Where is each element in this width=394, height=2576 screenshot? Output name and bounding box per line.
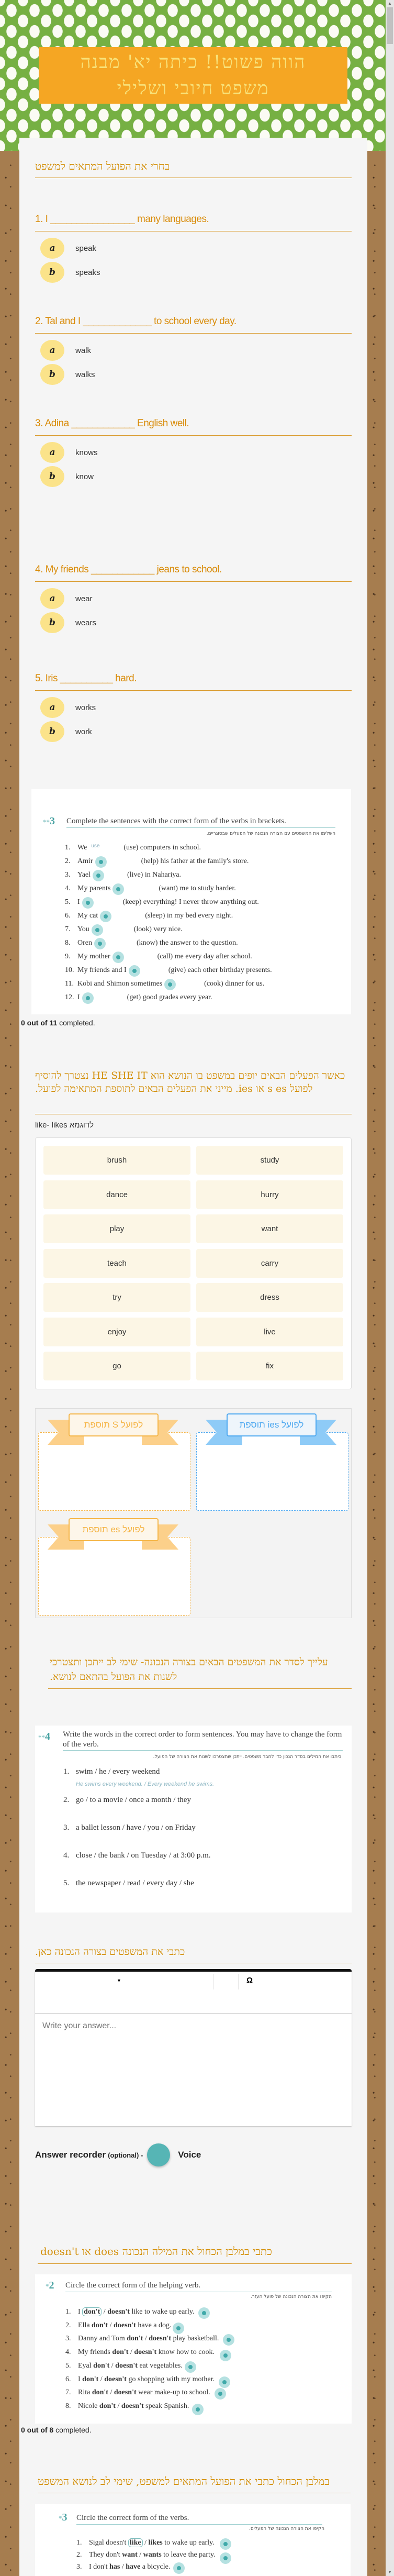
exercise-item bbox=[65, 844, 201, 852]
item-rest: wear make-up to school. bbox=[138, 2389, 210, 2397]
exercise-hebrew-instruction: הקיפו את הצורה הנכונה של הפעלים. bbox=[249, 2526, 324, 2531]
toolbar-separator bbox=[238, 1974, 239, 1989]
exercise-title: Circle the correct form of the verbs. bbox=[76, 2512, 322, 2525]
item-subject: Eyal bbox=[78, 2361, 92, 2370]
exercise-item: 5. Eyal don't / doesn't eat vegetables. bbox=[65, 2362, 200, 2370]
title-line-1: הווה פשוט!! כיתה יא' מבנה bbox=[80, 52, 306, 73]
item-subject: I bbox=[78, 2308, 81, 2316]
exercise-number: **3 bbox=[43, 815, 55, 827]
item-subject: My friends and I bbox=[77, 966, 127, 974]
word-tile[interactable]: carry bbox=[196, 1249, 343, 1278]
option-2[interactable]: doesn't bbox=[114, 2321, 136, 2329]
item-text: the newspaper / read / every day / she bbox=[76, 1879, 194, 1887]
item-subject: Sigal doesn't bbox=[89, 2539, 127, 2547]
option-1[interactable]: don't bbox=[82, 2375, 99, 2383]
word-tile[interactable]: try bbox=[43, 1283, 190, 1312]
option-label: walk bbox=[75, 346, 92, 355]
item-subject: I bbox=[77, 993, 80, 1001]
editor-toolbar bbox=[35, 1972, 352, 1992]
item-subject: Ella bbox=[78, 2321, 90, 2329]
exercise-item bbox=[63, 1767, 160, 1776]
answer-blank[interactable] bbox=[92, 939, 137, 947]
ribbon-banner bbox=[206, 1413, 336, 1445]
item-number: 2. bbox=[65, 2321, 71, 2329]
item-rest: (call) me every day after school. bbox=[157, 953, 252, 960]
item-subject: My cat bbox=[77, 912, 98, 920]
drop-zone-label: לפועל S תוספת bbox=[69, 1413, 159, 1436]
answer-blank[interactable] bbox=[220, 2539, 235, 2547]
exercise-item: 6. I don't / doesn't go shopping with my mother. bbox=[65, 2375, 234, 2384]
word-tile[interactable]: enjoy bbox=[43, 1318, 190, 1346]
exercise-number: *2 bbox=[46, 2280, 54, 2291]
item-rest: go shopping with my mother. bbox=[128, 2375, 215, 2383]
recorder-label: Answer recorder bbox=[35, 2150, 106, 2160]
answer-marker-icon[interactable] bbox=[192, 2404, 204, 2415]
divider bbox=[35, 581, 352, 582]
item-number: 8. bbox=[65, 2402, 71, 2410]
answer-option-b[interactable] bbox=[40, 721, 92, 742]
answer-marker-icon[interactable] bbox=[100, 911, 111, 922]
option-2[interactable]: doesn't bbox=[121, 2402, 144, 2410]
exercise-item bbox=[65, 898, 259, 906]
item-rest: (give) each other birthday presents. bbox=[168, 966, 272, 974]
toolbar-divider bbox=[35, 2013, 352, 2014]
exercise-item bbox=[65, 885, 236, 893]
item-number: 7. bbox=[65, 925, 71, 933]
divider bbox=[48, 1688, 352, 1689]
question-text: 5. Iris __________ hard. bbox=[35, 673, 137, 684]
ex3b-heading: במלבן הכחול כתבי את הפועל המתאים למשפט, שימי לב לנושא המשפט bbox=[38, 2475, 330, 2487]
divider bbox=[35, 333, 352, 334]
item-number: 1. bbox=[65, 844, 71, 852]
item-text: swim / he / every weekend bbox=[76, 1767, 160, 1776]
answer-option-a[interactable] bbox=[40, 238, 96, 259]
answer-blank[interactable] bbox=[162, 980, 204, 988]
exercise-item: 7. Rita don't / doesn't wear make-up to school. bbox=[65, 2389, 230, 2397]
option-2[interactable]: likes bbox=[148, 2539, 163, 2547]
answer-input[interactable] bbox=[35, 2014, 352, 2126]
answer-option-a[interactable] bbox=[40, 588, 93, 609]
option-2[interactable]: doesn't bbox=[149, 2335, 172, 2343]
typed-answer: use bbox=[91, 843, 100, 849]
exercise-title: Complete the sentences with the correct form of the verbs in brackets. bbox=[66, 815, 335, 828]
item-number: 12. bbox=[65, 993, 74, 1001]
answer-blank[interactable] bbox=[110, 885, 159, 892]
scroll-down-icon[interactable]: ▼ bbox=[388, 2570, 392, 2574]
answer-marker-icon[interactable] bbox=[219, 2376, 230, 2388]
worksheet-exercise-3b bbox=[35, 2504, 351, 2576]
completion-status: 0 out of 8 completed. bbox=[21, 2426, 92, 2434]
answer-option-a[interactable] bbox=[40, 697, 96, 718]
exercise-hebrew-instruction: הקיפו את הצורה הנכונה של פועל העזר. bbox=[250, 2294, 332, 2299]
exercise-item bbox=[63, 1879, 194, 1888]
worksheet-exercise-4 bbox=[35, 1726, 352, 1912]
title-line-2: משפט חיובי ושלילי bbox=[117, 78, 269, 99]
exercise-item bbox=[65, 857, 249, 866]
option-1[interactable]: don't bbox=[112, 2348, 129, 2357]
word-tile[interactable]: hurry bbox=[196, 1180, 343, 1209]
answer-blank[interactable] bbox=[91, 871, 127, 879]
exercise-hebrew-instruction: השלימו את המשפטים עם הצורה הנכונה של הפעלים שבסוגריים. bbox=[206, 831, 335, 836]
answer-option-b[interactable] bbox=[40, 612, 96, 633]
answer-option-a[interactable] bbox=[40, 340, 91, 361]
answer-blank[interactable] bbox=[127, 967, 168, 974]
answer-blank[interactable] bbox=[173, 2321, 188, 2329]
answer-marker-icon[interactable] bbox=[215, 2388, 226, 2400]
sorting-example: like- likes לדוגמא bbox=[35, 1121, 94, 1130]
answer-marker-icon[interactable] bbox=[82, 992, 94, 1004]
scroll-up-icon[interactable]: ▲ bbox=[388, 1, 392, 6]
item-number: 2. bbox=[65, 857, 71, 865]
option-label: walks bbox=[75, 370, 95, 379]
option-1[interactable]: don't bbox=[92, 2389, 108, 2397]
item-subject: I bbox=[77, 898, 80, 906]
option-label: speak bbox=[75, 244, 97, 253]
item-subject: Oren bbox=[77, 939, 92, 947]
exercise-item bbox=[65, 925, 183, 934]
option-label: wears bbox=[75, 618, 97, 627]
exercise-item bbox=[63, 1823, 196, 1832]
option-1[interactable]: like bbox=[128, 2538, 143, 2547]
option-1[interactable]: want bbox=[122, 2551, 138, 2559]
item-number: 2. bbox=[63, 1796, 70, 1804]
item-number: 4. bbox=[65, 885, 71, 892]
word-tile[interactable]: teach bbox=[43, 1249, 190, 1278]
answer-blank[interactable] bbox=[219, 2375, 234, 2383]
item-subject: Rita bbox=[78, 2389, 91, 2397]
item-number: 2. bbox=[76, 2551, 82, 2559]
answer-blank[interactable] bbox=[198, 2308, 214, 2316]
option-badge: a bbox=[40, 442, 64, 463]
answer-blank[interactable] bbox=[192, 2403, 208, 2410]
option-label: work bbox=[75, 727, 92, 736]
exercise-item: 2. Ella don't / doesn't have a dog. bbox=[65, 2321, 188, 2330]
exercise-number: *3 bbox=[59, 2512, 67, 2523]
item-rest: (cook) dinner for us. bbox=[204, 980, 265, 988]
option-badge: b bbox=[40, 364, 64, 385]
item-rest: (get) good grades every year. bbox=[127, 993, 212, 1001]
answer-blank[interactable] bbox=[80, 994, 127, 1001]
answer-blank[interactable] bbox=[93, 858, 141, 865]
recorder-optional: (optional) - bbox=[108, 2151, 143, 2159]
option-badge: b bbox=[40, 262, 64, 283]
item-subject: You bbox=[77, 925, 89, 933]
answer-marker-icon[interactable] bbox=[173, 2562, 185, 2574]
option-badge: a bbox=[40, 238, 64, 259]
item-text: a ballet lesson / have / you / on Friday bbox=[76, 1823, 196, 1832]
option-label: speaks bbox=[75, 268, 100, 277]
answer-blank[interactable] bbox=[98, 912, 145, 920]
item-number: 3. bbox=[63, 1823, 70, 1832]
item-subject: Danny and Tom bbox=[78, 2335, 125, 2343]
item-number: 4. bbox=[63, 1851, 70, 1860]
exercise-item: 4. My friends don't / doesn't know how to cook. bbox=[65, 2348, 235, 2357]
word-tile[interactable]: brush bbox=[43, 1146, 190, 1175]
option-2[interactable]: doesn't bbox=[115, 2361, 138, 2370]
option-badge: a bbox=[40, 588, 64, 609]
exercise-item: 3. Danny and Tom don't / doesn't play basketball. bbox=[65, 2335, 239, 2343]
exercise-item: 1. I don't / doesn't like to wake up early. bbox=[65, 2308, 214, 2316]
exercise-item bbox=[65, 939, 238, 947]
special-character-button[interactable]: Ω bbox=[246, 1976, 253, 1985]
item-number: 5. bbox=[63, 1879, 70, 1887]
option-2[interactable]: doesn't bbox=[134, 2348, 157, 2357]
item-number: 1. bbox=[76, 2539, 82, 2547]
exercise-item bbox=[65, 871, 181, 879]
item-rest: to leave the party. bbox=[163, 2551, 216, 2559]
answer-blank[interactable] bbox=[87, 844, 123, 852]
item-subject: I don't bbox=[89, 2563, 108, 2571]
item-subject: Amir bbox=[77, 857, 93, 865]
option-1[interactable]: has bbox=[109, 2563, 120, 2571]
answer-blank[interactable] bbox=[185, 2362, 200, 2370]
option-1[interactable]: don't bbox=[82, 2307, 102, 2316]
answer-editor bbox=[35, 1969, 352, 2126]
format-dropdown[interactable] bbox=[35, 1972, 213, 1992]
answer-marker-icon[interactable] bbox=[185, 2361, 196, 2373]
word-tile[interactable]: fix bbox=[196, 1352, 343, 1380]
word-tile[interactable]: play bbox=[43, 1214, 190, 1243]
item-number: 8. bbox=[65, 939, 71, 947]
answer-marker-icon[interactable] bbox=[173, 2323, 184, 2334]
item-rest: a bicycle. bbox=[142, 2563, 171, 2571]
item-rest: know how to cook. bbox=[158, 2348, 215, 2357]
exercise-number: **4 bbox=[38, 1731, 50, 1742]
divider bbox=[35, 435, 352, 436]
answer-marker-icon[interactable] bbox=[95, 856, 107, 868]
item-rest: have a dog. bbox=[138, 2321, 172, 2329]
option-label: works bbox=[75, 703, 96, 712]
option-label: wear bbox=[75, 594, 93, 603]
option-badge: a bbox=[40, 697, 64, 718]
exercise-item bbox=[65, 953, 252, 961]
item-number: 11. bbox=[65, 980, 74, 988]
exercise-item: 2. They don't want / wants to leave the party. bbox=[76, 2551, 235, 2559]
item-rest: (want) me to study harder. bbox=[159, 885, 236, 892]
divider bbox=[35, 690, 352, 691]
option-badge: b bbox=[40, 466, 64, 487]
item-number: 6. bbox=[65, 912, 71, 920]
answer-marker-icon[interactable] bbox=[94, 938, 106, 949]
answer-marker-icon[interactable] bbox=[164, 979, 176, 990]
answer-blank[interactable] bbox=[220, 2349, 235, 2356]
example-answer: He swims every weekend. / Every weekend he swims. bbox=[76, 1781, 215, 1787]
question-text: 4. My friends ____________ jeans to school. bbox=[35, 564, 222, 575]
divider bbox=[38, 2263, 352, 2264]
answer-option-b[interactable] bbox=[40, 466, 94, 487]
item-subject: They don't bbox=[89, 2551, 120, 2559]
answer-option-b[interactable] bbox=[40, 262, 100, 283]
answer-marker-icon[interactable] bbox=[112, 952, 124, 963]
completion-status: 0 out of 11 completed. bbox=[21, 1019, 95, 1027]
item-subject: My friends bbox=[78, 2348, 110, 2357]
answer-blank[interactable] bbox=[220, 2551, 235, 2559]
item-number: 5. bbox=[65, 898, 71, 906]
answer-blank[interactable] bbox=[215, 2389, 230, 2396]
option-2[interactable]: doesn't bbox=[104, 2375, 127, 2383]
quiz-heading: בחרי את הפועל המתאים למשפט bbox=[35, 160, 170, 172]
item-rest: like to wake up early. bbox=[131, 2308, 195, 2316]
record-voice-button[interactable] bbox=[147, 2143, 170, 2166]
option-label: know bbox=[75, 472, 94, 481]
item-subject: Nicole bbox=[78, 2402, 98, 2410]
word-tile[interactable]: go bbox=[43, 1352, 190, 1380]
item-text: close / the bank / on Tuesday / at 3:00 p.m. bbox=[76, 1851, 211, 1860]
question-text: 2. Tal and I _____________ to school every day. bbox=[35, 316, 237, 327]
item-number: 4. bbox=[65, 2348, 71, 2357]
item-subject: Yael bbox=[77, 871, 91, 879]
scrollbar-thumb[interactable] bbox=[387, 7, 393, 44]
exercise-item bbox=[65, 980, 264, 988]
exercise-item: 1. Sigal doesn't like / likes to wake up early. bbox=[76, 2539, 235, 2547]
item-text: go / to a movie / once a month / they bbox=[76, 1796, 191, 1804]
question-text: 3. Adina ____________ English well. bbox=[35, 418, 189, 429]
ex4-heading: עלייך לסדר את המשפטים הבאים בצורה הנכונה- שימי לב ייתכן ותצטרכי לשנות את הפועל בהתאם לנושא. bbox=[50, 1656, 328, 1683]
worksheet-exercise-2 bbox=[35, 2274, 352, 2424]
item-subject: Kobi and Shimon sometimes bbox=[77, 980, 163, 988]
item-rest: speak Spanish. bbox=[145, 2402, 189, 2410]
toolbar-separator bbox=[213, 1974, 214, 1989]
exercise-title: Circle the correct form of the helping verb. bbox=[65, 2280, 332, 2292]
voice-label: Voice bbox=[178, 2150, 201, 2160]
option-1[interactable]: don't bbox=[99, 2402, 116, 2410]
word-tile[interactable]: want bbox=[196, 1214, 343, 1243]
option-1[interactable]: don't bbox=[92, 2321, 108, 2329]
option-2[interactable]: doesn't bbox=[107, 2308, 130, 2316]
item-number: 6. bbox=[65, 2375, 71, 2383]
item-subject: My parents bbox=[77, 885, 111, 892]
item-number: 3. bbox=[65, 2335, 71, 2343]
item-rest: to wake up early. bbox=[164, 2539, 215, 2547]
exercise-item bbox=[65, 993, 212, 1002]
caret-down-icon: ▼ bbox=[117, 1978, 121, 1983]
answer-marker-icon[interactable] bbox=[92, 924, 103, 936]
answer-blank[interactable] bbox=[223, 2335, 239, 2342]
item-subject: We bbox=[77, 844, 87, 852]
exercise-item bbox=[63, 1851, 210, 1860]
item-number: 9. bbox=[65, 953, 71, 960]
ribbon-banner bbox=[48, 1413, 178, 1445]
worksheet-exercise-3 bbox=[31, 789, 351, 1014]
sorting-heading: כאשר הפעלים הבאים יופים במשפט בו הנושא הוא HE SHE IT נצטרך להוסיף לפועל s es או ies. מייני את הפעלים הבאים לתוספת המתאימה לפועל. bbox=[35, 1070, 345, 1094]
answer-blank[interactable] bbox=[173, 2563, 189, 2571]
drop-zone-label: לפועל es תוספת bbox=[69, 1518, 159, 1541]
answer-blank[interactable] bbox=[89, 926, 134, 933]
exercise-hebrew-instruction: כיתבו את המילים בסדר הנכון כדי לחבר משפטים. ייתכן שתצטרכו לשנות את הצורה של הפועל. bbox=[153, 1754, 341, 1760]
item-rest: (live) in Nahariya. bbox=[127, 871, 182, 879]
item-number: 1. bbox=[63, 1767, 70, 1776]
scrollbar[interactable] bbox=[386, 0, 394, 2576]
option-1[interactable]: don't bbox=[93, 2361, 110, 2370]
option-label: knows bbox=[75, 448, 98, 457]
answer-marker-icon[interactable] bbox=[223, 2334, 234, 2346]
item-rest: (know) the answer to the question. bbox=[137, 939, 238, 947]
item-rest: (sleep) in my bed every night. bbox=[145, 912, 233, 920]
exercise-title: Write the words in the correct order to form sentences. You may have to change the form of the verb. bbox=[63, 1730, 343, 1751]
exercise-item bbox=[63, 1796, 191, 1805]
option-1[interactable]: don't bbox=[127, 2335, 143, 2343]
word-tile[interactable]: live bbox=[196, 1318, 343, 1346]
answer-marker-icon[interactable] bbox=[93, 870, 104, 881]
ex2-heading: כתבי במלבן הכחול את המילה הנכונה does או doesn't bbox=[40, 2245, 272, 2258]
drop-zone-label: לפועל ies תוספת bbox=[227, 1413, 317, 1436]
answer-blank[interactable] bbox=[80, 899, 123, 906]
word-tile[interactable]: dress bbox=[196, 1283, 343, 1312]
option-badge: a bbox=[40, 340, 64, 361]
option-badge: b bbox=[40, 612, 64, 633]
item-rest: (help) his father at the family's store. bbox=[141, 857, 249, 865]
answer-marker-icon[interactable] bbox=[220, 2552, 231, 2564]
item-number: 5. bbox=[65, 2361, 71, 2370]
page-title bbox=[39, 47, 347, 104]
item-number: 7. bbox=[65, 2389, 71, 2397]
answer-marker-icon[interactable] bbox=[220, 2538, 231, 2550]
option-2[interactable]: have bbox=[126, 2563, 141, 2571]
item-number: 10. bbox=[65, 966, 74, 974]
answer-heading: כתבי את המשפטים בצורה הנכונה כאן. bbox=[35, 1946, 185, 1958]
question-text: 1. I ________________ many languages. bbox=[35, 214, 209, 225]
word-tile[interactable]: dance bbox=[43, 1180, 190, 1209]
item-number: 3. bbox=[65, 871, 71, 879]
answer-marker-icon[interactable] bbox=[82, 897, 94, 909]
exercise-item: 3. I don't has / have a bicycle. bbox=[76, 2563, 189, 2571]
exercise-item bbox=[65, 966, 272, 975]
option-2[interactable]: wants bbox=[143, 2551, 162, 2559]
answer-marker-icon[interactable] bbox=[129, 965, 140, 977]
item-rest: (look) very nice. bbox=[133, 925, 183, 933]
option-2[interactable]: doesn't bbox=[114, 2389, 137, 2397]
option-badge: b bbox=[40, 721, 64, 742]
item-rest: eat vegetables. bbox=[139, 2361, 183, 2370]
answer-recorder bbox=[35, 2143, 201, 2166]
exercise-item: 8. Nicole don't / doesn't speak Spanish. bbox=[65, 2402, 208, 2411]
word-tile[interactable]: study bbox=[196, 1146, 343, 1175]
answer-marker-icon[interactable] bbox=[220, 2350, 231, 2361]
ribbon-banner bbox=[48, 1518, 178, 1550]
item-rest: (use) computers in school. bbox=[123, 844, 201, 852]
answer-marker-icon[interactable] bbox=[112, 883, 124, 895]
item-rest: play basketball. bbox=[173, 2335, 219, 2343]
item-number: 1. bbox=[65, 2308, 71, 2316]
answer-option-b[interactable] bbox=[40, 364, 95, 385]
item-rest: (keep) everything! I never throw anything out. bbox=[122, 898, 259, 906]
item-subject: I bbox=[78, 2375, 81, 2383]
answer-marker-icon[interactable] bbox=[198, 2307, 210, 2319]
item-number: 3. bbox=[76, 2563, 82, 2571]
answer-blank[interactable] bbox=[110, 953, 157, 960]
answer-option-a[interactable] bbox=[40, 442, 98, 463]
item-subject: My mother bbox=[77, 953, 110, 960]
exercise-item bbox=[65, 912, 233, 920]
